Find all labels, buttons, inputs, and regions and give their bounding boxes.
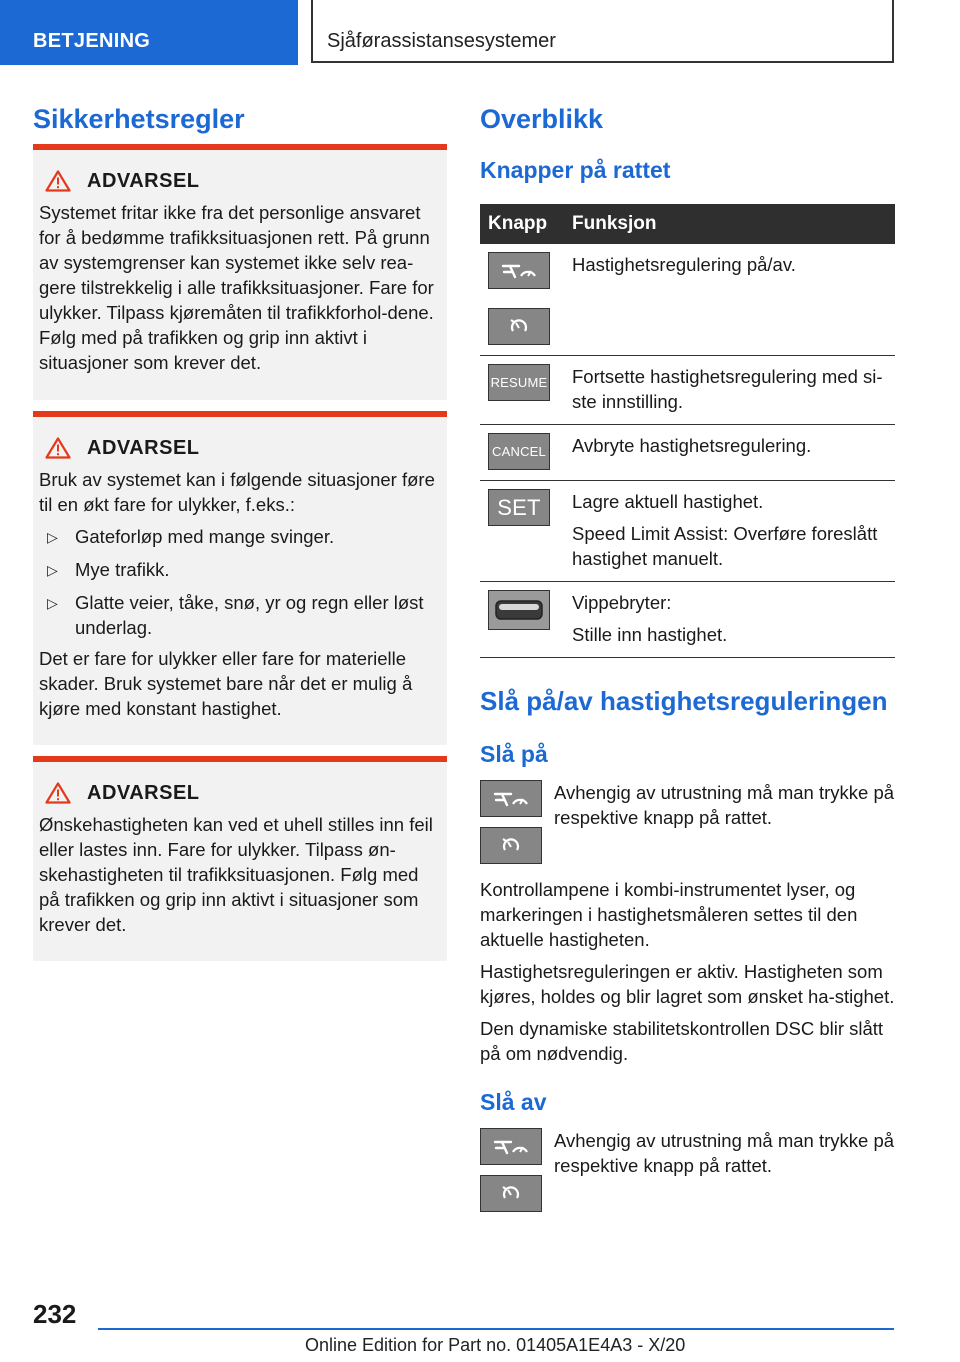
- safety-heading: Sikkerhetsregler: [33, 104, 245, 134]
- paragraph: Hastighetsreguleringen er aktiv. Hastigheten som kjøres, holdes og blir lagret som ønsket ha-stighet.: [480, 961, 895, 1007]
- warning-text: Ønskehastigheten kan ved et uhell stilles inn feil eller lastes inn. Fare for ulykker. Tilpass øn-skehastigheten til trafikksituasjonen. Følg med på trafikken og grip inn aktivt i situasjoner som krever det.: [39, 814, 433, 935]
- column-header: Funksjon: [572, 204, 895, 244]
- list-item: ▷ Mye trafikk.: [39, 557, 441, 583]
- switch-off-instruction: [480, 1128, 895, 1212]
- warning-triangle-icon: [45, 170, 71, 192]
- function-text: Vippebryter:: [572, 592, 672, 613]
- cruise-control-icon: [488, 252, 550, 289]
- warning-label: ADVARSEL: [87, 436, 200, 459]
- warning-text: Systemet fritar ikke fra det personlige ansvaret for å bedømme trafikksituasjonen rett. På grunn av systemgrenser kan systemet ikke selv rea-gere tilstrekkelig i alle trafikksituasjoner. Fare for ulykker. Tilpass kjøremåten til trafikkforhol-dene. Følg med på trafikken og grip inn aktivt i situasjoner som krever det.: [39, 202, 434, 373]
- warning-triangle-icon: [45, 437, 71, 459]
- warning-intro: Bruk av systemet kan i følgende situasjoner føre til en økt fare for ulykker, f.eks.:: [39, 469, 435, 515]
- footer-edition: Online Edition for Part no. 01405A1E4A3 - X/20: [305, 1335, 686, 1355]
- cancel-button-icon: CANCEL: [488, 433, 550, 470]
- switch-on-instruction: [480, 780, 895, 864]
- chapter-label: Sjåførassistansesystemer: [327, 30, 556, 52]
- set-button-icon: SET: [488, 489, 550, 526]
- warning-outro: Det er fare for ulykker eller fare for materielle skader. Bruk systemet bare når det er mulig å kjøre med konstant hastighet.: [39, 648, 413, 719]
- paragraph: Kontrollampene i kombi-instrumentet lyser, og markeringen i hastighetsmåleren settes til den aktuelle hastigheten.: [480, 879, 858, 950]
- table-row: [480, 425, 895, 481]
- instruction-text: Avhengig av utrustning må man trykke på respektive knapp på rattet.: [554, 1130, 895, 1176]
- function-text: Stille inn hastighet.: [572, 624, 728, 645]
- resume-button-icon: RESUME: [488, 364, 550, 401]
- right-column: [480, 100, 895, 1212]
- warning-triangle-icon: [45, 782, 71, 804]
- cruise-pause-icon: [480, 1175, 542, 1212]
- paragraph: Den dynamiske stabilitetskontrollen DSC blir slått på om nødvendig.: [480, 1018, 884, 1064]
- steering-buttons-heading: Knapper på rattet: [480, 157, 671, 183]
- footer-divider: [98, 1328, 894, 1330]
- function-text: Hastighetsregulering på/av.: [572, 254, 796, 275]
- function-text: Fortsette hastighetsregulering med si-ste innstilling.: [572, 366, 883, 412]
- list-item: ▷ Glatte veier, tåke, snø, yr og regn eller løst underlag.: [39, 590, 441, 640]
- column-header: Knapp: [480, 204, 572, 244]
- function-text: Lagre aktuell hastighet.: [572, 491, 764, 512]
- left-column: [33, 100, 447, 935]
- cruise-control-icon: [480, 1128, 542, 1165]
- warning-label: ADVARSEL: [87, 169, 200, 192]
- rocker-switch-icon: [488, 590, 550, 630]
- bullet-triangle-icon: ▷: [47, 595, 58, 611]
- warning-label: ADVARSEL: [87, 781, 200, 804]
- cruise-pause-icon: [480, 827, 542, 864]
- section-label: BETJENING: [33, 30, 151, 52]
- table-row: [480, 582, 895, 658]
- overview-heading: Overblikk: [480, 104, 604, 134]
- bullet-triangle-icon: ▷: [47, 529, 58, 545]
- section-tab: [0, 0, 298, 65]
- list-item: ▷ Gateforløp med mange svinger.: [39, 524, 441, 550]
- function-text: Avbryte hastighetsregulering.: [572, 435, 812, 456]
- bullet-triangle-icon: ▷: [47, 562, 58, 578]
- switch-off-heading: Slå av: [480, 1089, 547, 1115]
- buttons-table: [480, 204, 895, 658]
- instruction-text: Avhengig av utrustning må man trykke på respektive knapp på rattet.: [554, 782, 895, 828]
- warning-box: [33, 756, 447, 961]
- chapter-tab: [311, 0, 894, 63]
- on-off-heading: Slå på/av hastighetsreguleringen: [480, 686, 888, 716]
- table-row: [480, 356, 895, 425]
- page-number: 232: [33, 1299, 77, 1329]
- warning-box: [33, 144, 447, 400]
- function-text: Speed Limit Assist: Overføre foreslått hastighet manuelt.: [572, 523, 878, 569]
- table-row: [480, 481, 895, 582]
- warning-box: [33, 411, 447, 745]
- switch-on-heading: Slå på: [480, 741, 548, 767]
- table-row: [480, 244, 895, 356]
- cruise-control-icon: [480, 780, 542, 817]
- cruise-pause-icon: [488, 308, 550, 345]
